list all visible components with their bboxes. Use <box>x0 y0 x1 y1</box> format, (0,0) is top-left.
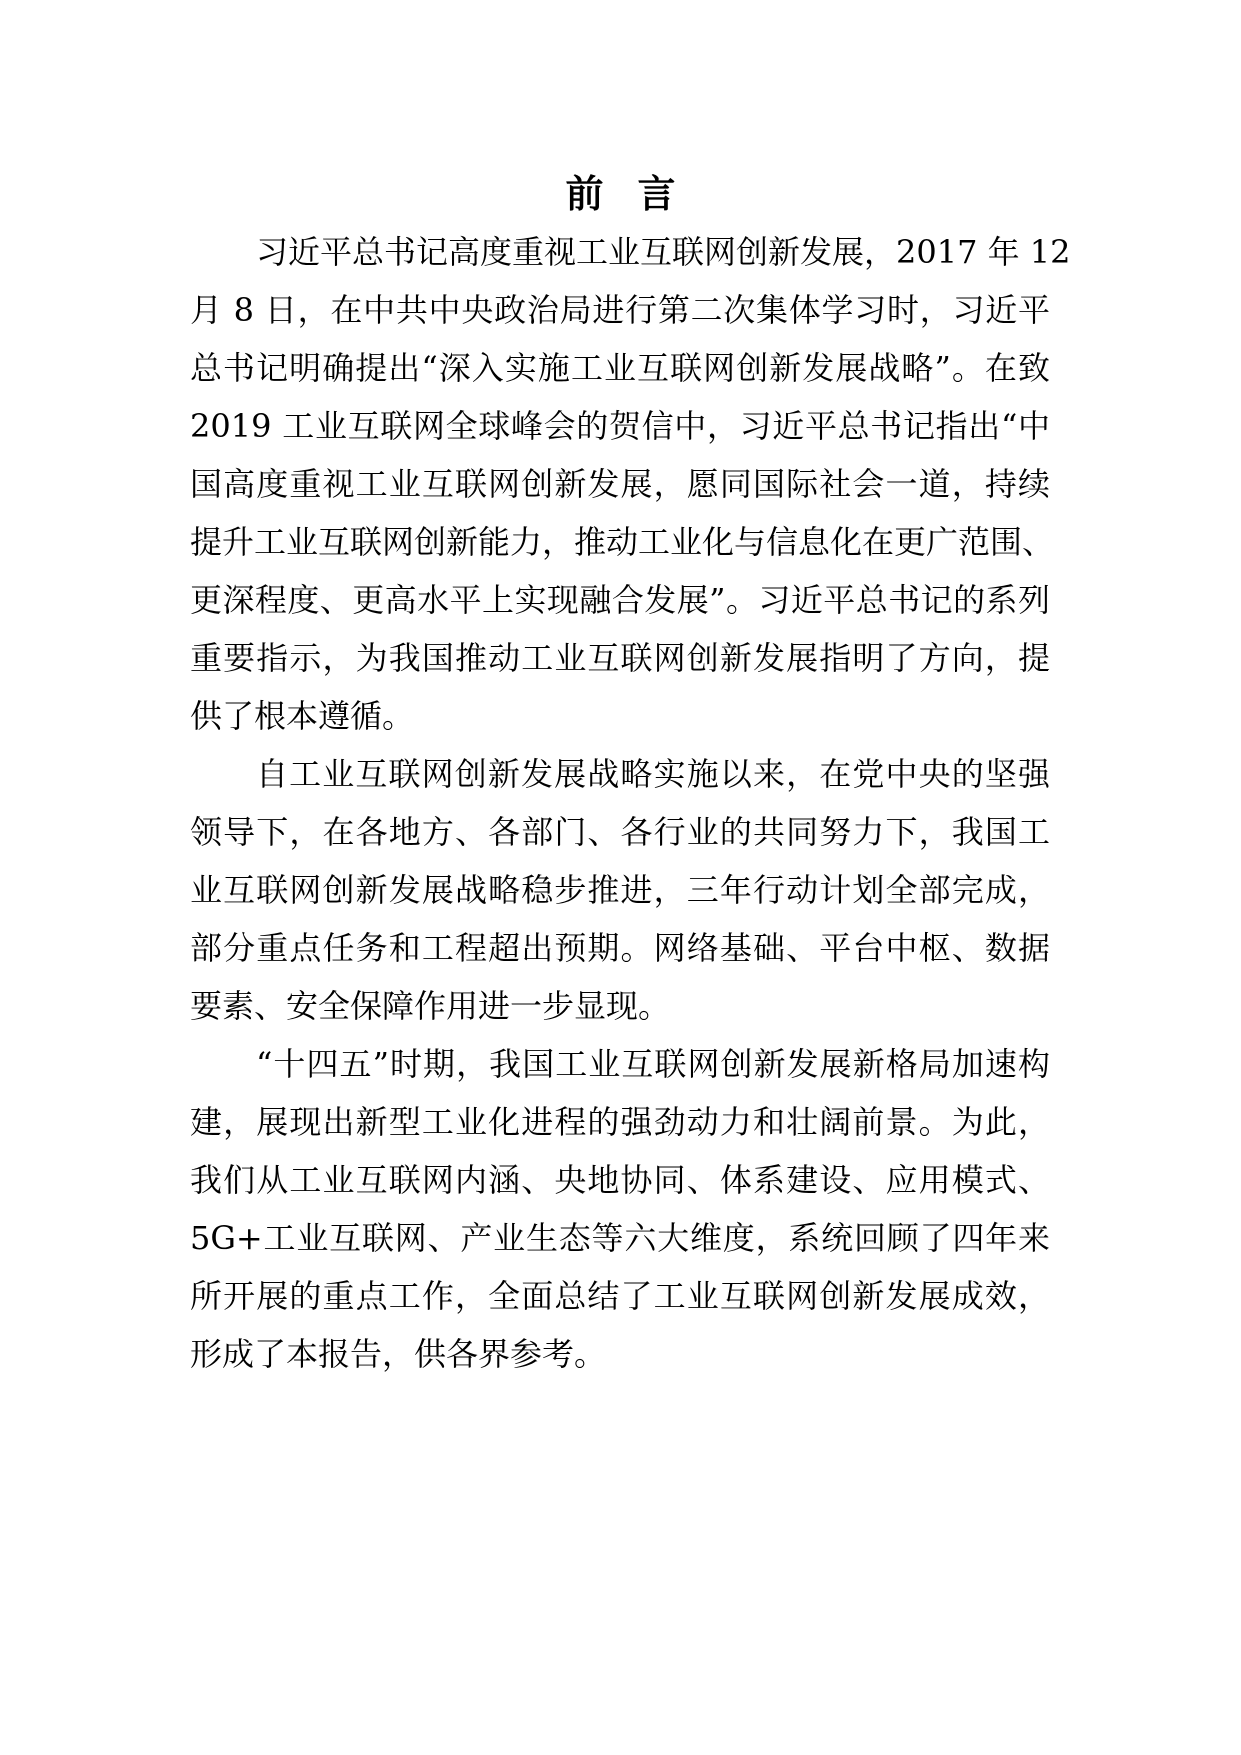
paragraph-1-line-3: 总书记明确提出“深入实施工业互联网创新发展战略”。在致 <box>190 349 1050 387</box>
page-title: 前言 <box>565 172 710 216</box>
paragraph-3-line-2: 建，展现出新型工业化进程的强劲动力和壮阔前景。为此， <box>190 1103 1050 1141</box>
paragraph-2-line-3: 业互联网创新发展战略稳步推进，三年行动计划全部完成， <box>190 871 1050 909</box>
paragraph-2-line-4: 部分重点任务和工程超出预期。网络基础、平台中枢、数据 <box>190 929 1050 967</box>
paragraph-1-line-7: 更深程度、更高水平上实现融合发展”。习近平总书记的系列 <box>190 581 1050 619</box>
paragraph-3-line-4: 5G+工业互联网、产业生态等六大维度，系统回顾了四年来 <box>190 1219 1050 1257</box>
paragraph-3-line-6: 形成了本报告，供各界参考。 <box>190 1335 607 1373</box>
paragraph-2-line-1: 自工业互联网创新发展战略实施以来，在党中央的坚强 <box>256 755 1050 793</box>
paragraph-3-line-3: 我们从工业互联网内涵、央地协同、体系建设、应用模式、 <box>190 1161 1050 1199</box>
paragraph-1-line-8: 重要指示，为我国推动工业互联网创新发展指明了方向，提 <box>190 639 1050 677</box>
paragraph-1-line-4: 2019 工业互联网全球峰会的贺信中，习近平总书记指出“中 <box>190 407 1050 445</box>
paragraph-1-line-1: 习近平总书记高度重视工业互联网创新发展，2017 年 12 <box>256 233 1071 271</box>
paragraph-2-line-2: 领导下，在各地方、各部门、各行业的共同努力下，我国工 <box>190 813 1050 851</box>
paragraph-1-line-2: 月 8 日，在中共中央政治局进行第二次集体学习时，习近平 <box>190 291 1050 329</box>
paragraph-1-line-6: 提升工业互联网创新能力，推动工业化与信息化在更广范围、 <box>190 523 1055 561</box>
paragraph-3-line-1: “十四五”时期，我国工业互联网创新发展新格局加速构 <box>256 1045 1050 1083</box>
paragraph-2-line-5: 要素、安全保障作用进一步显现。 <box>190 987 671 1025</box>
paragraph-3-line-5: 所开展的重点工作，全面总结了工业互联网创新发展成效， <box>190 1277 1050 1315</box>
paragraph-1-line-5: 国高度重视工业互联网创新发展，愿同国际社会一道，持续 <box>190 465 1050 503</box>
paragraph-1-line-9: 供了根本遵循。 <box>190 697 415 735</box>
